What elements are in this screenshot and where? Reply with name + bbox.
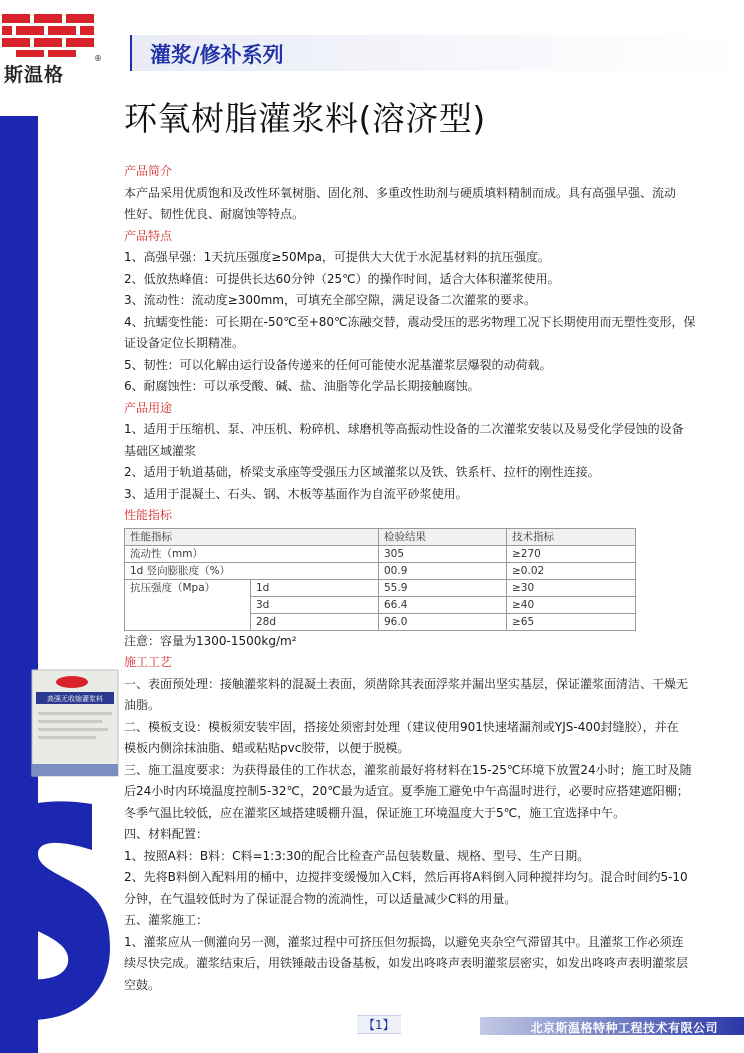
text-line: 三、施工温度要求：为获得最佳的工作状态，灌浆前最好将材料在15-25℃环境下放置24小时；施工时及随 [124,762,692,777]
registered-mark: ® [94,54,102,63]
table-cell: ≥40 [507,596,636,613]
text-line: 空鼓。 [124,977,161,992]
decorative-s-letter-icon [0,798,110,1022]
table-row [125,579,636,596]
series-header [130,35,744,71]
table-row [125,545,636,562]
text-line: 模板内侧涂抹油脂、蜡或粘贴pvc胶带，以便于脱模。 [124,741,410,755]
table-cell: 流动性（mm） [125,545,379,562]
table-cell: 3d [251,596,379,613]
text-line: 冬季气温比较低，应在灌浆区域搭建暖棚升温，保证施工环境温度大于5℃，施工宜选择中午。 [124,805,626,820]
text-line: 3、适用于混凝土、石头、钢、木板等基面作为自流平砂浆使用。 [124,486,468,501]
table-header-cell: 性能指标 [125,528,379,545]
brick-wall-logo-icon [2,14,96,58]
text-line: 1、适用于压缩机、泵、冲压机、粉碎机、球磨机等高振动性设备的二次灌浆安装以及易受化学侵蚀的设备 [124,422,684,436]
table-cell: 1d [251,579,379,596]
section-heading-features: 产品特点 [124,228,173,243]
text-line: 续尽快完成。灌浆结束后，用铁锤敲击设备基板，如发出咚咚声表明灌浆层密实，如发出咚咚声表明灌浆层 [124,956,689,970]
section-heading-performance: 性能指标 [124,508,173,522]
table-cell: 305 [379,545,507,562]
text-line: 2、先将B料倒入配料用的桶中，边搅拌变缓慢加入C料，然后再将A料倒入同种搅拌均匀。混合时间约5-10 [124,870,688,884]
table-cell: 55.9 [379,579,507,596]
text-line: 4、抗蠕变性能：可长期在-50℃至+80℃冻融交替，震动受压的恶劣物理工况下长期使用而无塑性变形，保 [124,314,696,329]
text-line: 五、灌浆施工： [124,913,209,927]
text-line: 1、灌浆应从一侧灌向另一测，灌浆过程中可挤压但勿振捣，以避免夹杂空气滞留其中。且灌浆工作必须连 [124,934,684,949]
bag-label: 高强无收缩灌浆料 [47,695,103,703]
footer-company-name: 北京斯温格特种工程技术有限公司 [530,1021,718,1035]
table-cell: 66.4 [379,596,507,613]
company-logo [2,14,102,86]
page-number: 【1】 [357,1015,401,1034]
text-line: 性好、韧性优良、耐腐蚀等特点。 [124,207,305,221]
text-line: 基础区域灌浆 [124,443,197,458]
table-row [125,562,636,579]
section-heading-intro: 产品简介 [124,164,173,178]
text-line: 2、低放热峰值：可提供长达60分钟（25℃）的操作时间，适合大体积灌浆使用。 [124,271,560,286]
series-label: 灌浆/修补系列 [150,43,284,67]
product-title: 环氧树脂灌浆料(溶济型) [124,99,486,138]
text-line: 一、表面预处理：接触灌浆料的混凝土表面，须凿除其表面浮浆并漏出坚实基层，保证灌浆面清洁、干燥无 [124,676,689,691]
text-line: 分钟，在气温较低时为了保证混合物的流淌性，可以适量减少C料的用量。 [124,891,517,906]
text-line: 1、按照A料：B料：C料=1:3:30的配合比检查产品包装数量、规格、型号、生产日期。 [124,848,590,863]
text-line: 四、材料配置： [124,827,209,841]
table-cell: 抗压强度（Mpa） [125,579,251,630]
text-line: 后24小时内环境温度控制5-32℃，20℃最为适宜。夏季施工避免中午高温时进行，必要时应搭建遮阳棚； [124,784,689,798]
text-line: 本产品采用优质饱和及改性环氧树脂、固化剂、多重改性助剂与硬质填料精制而成。具有高强早强、流动 [124,185,677,200]
text-line: 3、流动性：流动度≥300mm，可填充全部空隙，满足设备二次灌浆的要求。 [124,293,536,307]
table-cell: ≥0.02 [507,562,636,579]
table-cell: 28d [251,613,379,630]
text-line: 2、适用于轨道基础，桥梁支承座等受强压力区域灌浆以及铁、铁系杆、拉杆的刚性连接。 [124,465,600,479]
table-cell: ≥65 [507,613,636,630]
table-header-row [125,528,636,545]
table-header-cell: 技术指标 [507,528,636,545]
table-cell: 1d 竖向膨胀度（%） [125,562,379,579]
section-heading-uses: 产品用途 [124,400,173,415]
content-body [124,161,720,996]
table-header-cell: 检验结果 [379,528,507,545]
logo-text: 斯温格 [4,64,65,86]
text-line: 二、模板支设：模板须安装牢固，搭接处须密封处理（建议使用901快速堵漏剂或YJS-400封缝胶），并在 [124,719,679,734]
text-line: 6、耐腐蚀性：可以承受酸、碱、盐、油脂等化学品长期接触腐蚀。 [124,379,480,393]
section-heading-process: 施工工艺 [124,655,173,669]
table-cell: ≥270 [507,545,636,562]
product-bag-icon [30,668,120,778]
table-cell: 00.9 [379,562,507,579]
table-cell: ≥30 [507,579,636,596]
text-line: 1、高强早强：1天抗压强度≥50Mpa，可提供大大优于水泥基材料的抗压强度。 [124,250,550,264]
text-line: 证设备定位长期精准。 [124,336,245,350]
performance-note: 注意：容量为1300-1500kg/m² [124,633,297,648]
table-cell: 96.0 [379,613,507,630]
performance-table [124,528,636,631]
text-line: 油脂。 [124,698,161,712]
text-line: 5、韧性：可以化解由运行设备传递来的任何可能使水泥基灌浆层爆裂的动荷载。 [124,357,552,372]
